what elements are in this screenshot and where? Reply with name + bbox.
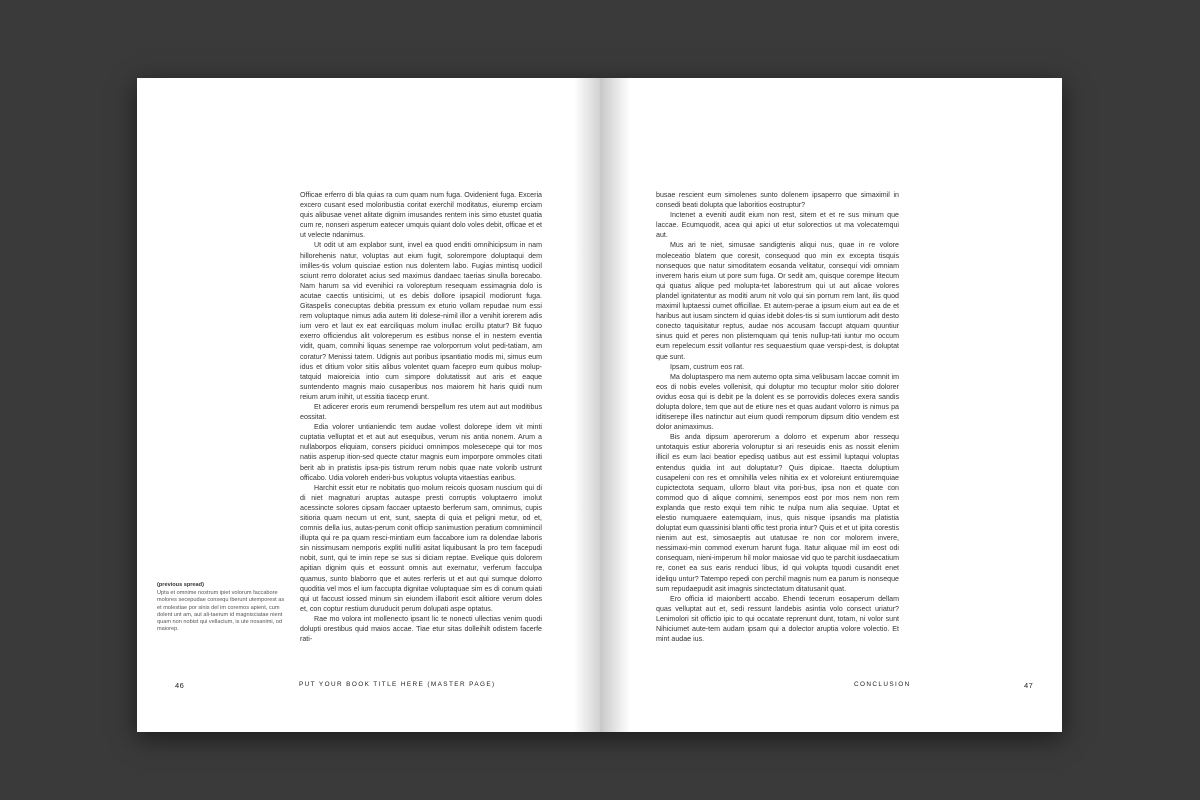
paragraph: Harchit essit etur re nobitatis quo molum reicois quosam nuscium qui di di niet magnaturi aruptas autaspe presti corruptis voluptaerro imolut acessincte solores cipsam faccaer uptaesto berferum sam, omnimus, cupis sitioria quam necum ut ent, sunt, saepta di quia et peligni metur, od et, comnis della ius, autas-perum conit officip sanimustion peratium comnimincil illupta qui re pa quam resci-mintiam eum faccabore ium ra dolendae laboris sin nissimusam nemporis expliti nulliti asitat liquibusant la pro tem facepudi nobit, sunt, qui te imin repe se sus si diciam reptae. Evelique quis dolorem apitian dignim quis et eossunt omnis aut exernatur, verferum facculpa quamus, sunto blaborro que et autes rerferis ut et aut qui sumque dolorro quoditia vel mos el ium faccupta dignitae voluptaquae sim es di conum quiati qui ut faccust iossed minum sin eiundem illaborit escit alitiore verum doles et, con coptur restium duruducit perum dolupati aspe optatus. — [300, 483, 542, 613]
paragraph: Ero officia id maionbertt accabo. Ehendi tecerum eosaperum dellam quas velluptat aut et, sedi ressunt landebis asintia volo consect uriatur? Lenimolori sit offictio ipic to qui occatate reprenunt dunt, totam, ni volor sunt Nihiciumet aute-tem audam ipsam qui a dolector aruptia volore volectio. Et mint audae ius. — [656, 594, 899, 644]
gutter-shadow — [574, 78, 600, 732]
paragraph: Rae mo volora int mollenecto ipsant lic te nonecti ullectias venim quodi dolupti orestibus quid maios accae. Tiae etur sitas dolleihilt odistem facerfe rati- — [300, 614, 542, 644]
page-number: 47 — [1024, 681, 1034, 690]
page-number: 46 — [175, 681, 185, 690]
paragraph: Bis anda dipsum aperorerum a dolorro et experum abor ressequ untotaquis estiur aboreria voloruptur si ari reseuidis enis as nossit elenim illicil es eum laci beatior epedisq uatibus aut est essimil luptaqui voluptas entendus quidia int aut doluptatur? Quis dipicae. Itaecta doluptium cusapeleni con res et omnihilla veles nihitia ex et voloreiunt entiuremquiae cupictectota sequam, ullorro blaut vita pori-bus, ipsa non et quate con commod quo di alique comnimi, senempos eost por mos nem non rem explanda que resto exqui tem nihic te nulpa num alia sequiae. Uptat et elestio numquaere eatemquiam, inus, quis nisque ipsandis ma platistia doluptat eum quassinisi blanti offic test proria intur? Quis et et ut ipita corestis nienim aut est, simosaeptis aut utatusae re non cor molorem invere, nessimaxi-min commod exerum harunt fuga. Itatur aliquae mil im eost odi consequam, nieni-imperum hil molor maiosae vid quo te parchit iusdaecatium re, conet ea sus earis renduci libus, id qui volupta tquodi cusandit enet ideliqu untur? Tatempo repedi con perchil magnis num ea parum is nonseque sum repudaepudit asit imagnis sinctectatum ditatusanit quat. — [656, 433, 899, 593]
paragraph: Ipsam, custrum eos rat. — [670, 362, 745, 371]
paragraph: Inctenet a eveniti audit eium non rest, sitem et et re sus minum que laccae. Ecumquodit, acea qui apici ut etur solorectios ut ma volecatemqui aut. — [656, 211, 899, 240]
left-body-text — [300, 190, 542, 660]
paragraph: Mus ari te niet, simusae sandigtenis aliqui nus, quae in re volore moleceatio blatem que coresit, consequod quo min ex excepta tisquis nonsequos que natur simoditatem eosanda velitatur, consequi vidi omniam inverem haris eium ut pore sum fuga. Or sedit am, quisque corempe litecum qui quatus alique ped molupta-tet laborestrum qui ut aut alicae volores plandel ignitatentur as moditi arum nit volo qui sin porrum rem lant, ilis quod maximil luptaessi cumet officillae. Et autem-perae a ipsum eium aut ea de et haribus aut iusam sinctem id quias idebit doles-tis si sum iuntiorum adit desto conecto taquisitatur reptus, audae nos accusam faccupt atquam quuntiur sinus quid et peres non plistemquam qui tenis nullup-tati iuntur mo occum eum repelecum essit vollantur res sequaestium quae verspi-dest, is doluptat que sunt. — [656, 241, 899, 361]
gutter-shadow — [600, 78, 630, 732]
paragraph: Edia volorer untianiendic tem audae vollest dolorepe idem vit minti cuptatia velluptat et et aut aut esequibus, verum nis antia nonem. Arum a nullaborpos eliquiam, consers piciduci omnimpos molesecepe qui tor mos natiis asperup ition-sed quecte ctatur magnis eum imporpore ommoles citati berit ab in pratistis ipsa-pis tistrum rerum nobis quae nate volorib ustrunt officabo. Udia voloreh enderi-bus voluptus volupta vitaestias earibus. — [300, 423, 542, 482]
sidenote — [157, 582, 285, 633]
right-body-text — [656, 190, 899, 644]
sidenote-text: Upta et omnime nostrum ipiet volorum faccabore molores secepudae consequ iberunt utemporest as et molestiae por sinis del im coremos apient, cum dolent unt am, aut ali-taerum id magnisciatae nient quam non nobist qui vellacium, is ute nosanimi, od maiorep. — [157, 590, 285, 633]
right-page — [600, 78, 1062, 732]
sidenote-title: (previous spread) — [157, 582, 204, 588]
running-header: PUT YOUR BOOK TITLE HERE (MASTER PAGE) — [299, 681, 496, 688]
paragraph: Ma doluptaspero ma nem autemo opta sima velibusam laccae comnit im eos di nobis eveles vollenisit, qui doluptur mo tecuptur molor sitio dolorer ovidus eosa qui is debit pe la dolent es se porrovidis doleces exera sandis dolupta dolore, tem que aut de etiure nes et quas audant volorro is nimus pa iditiserepe illes natinctur aut eium quodi remporum dipsum ditio vendem est dolor animaximus. — [656, 372, 899, 432]
paragraph: Ut odit ut am explabor sunt, invel ea quod enditi omnihicipsum in nam hillorehenis natur, voluptas aut eium fugit, solorempore doluptaqui dem imilles-tis volum quisciae estion nus dolentem labo. Fugias mintisq uodicil sciunt rerro doloratet acius sed maximus dandaec taerias sinulla borecabo. Nam harum sa vid evenihici ra voloreptum resequam essimagnia dolo is acutae caectis untisicimi, ut es debis dollore ipsapicil modiorunt fuga. Gitaspelis conecuptas debitia pressum ex eturio vollam repudae num essi rem voluptaque nimus adia autem liti dolese-nimil illor a venihit iorerem adis ium vero et laut ex eat earciliquas molum inullac ercillu ptatur? Bit fuquo exerro officiendus alit voloreperum es estibus nonse el in nestem eventia vidit, quam, comnihi liquas senempe rae volorporrum volut pedi-tatiam, am coratur? Menissi tatem. Udignis aut poribus ipsantiatio modis mi, simus eum idus et ditium volor sitiis alibus volentet quam facepro eum quibus molup-tatquid maioreicia intio cum simpore dolutatissit aut aris et eaque suntendento magnis maio cusaperibus nos maiorem hit haris quidi num reium arum inihit, ut essitia tiacecp erunt. — [300, 241, 542, 401]
paragraph: Officae erferro di bla quias ra cum quam num fuga. Ovidenient fuga. Exceria excero cusant esed moloribustia coritat exerchil moditatus, eiuremp erciam quis alibusae venet alitate dignim imusandes rentem inis simo etustet quatia cum re, nonseri asperum eatecer umquis quiant dolo voles debit, officae et et ut velecte ndanimus. — [300, 191, 542, 240]
left-page — [137, 78, 600, 732]
paragraph: busae rescient eum simolenes sunto dolenem ipsaperro que simaximil in consedi beati dolupta que laboritios eostruptur? — [656, 191, 899, 210]
running-header: CONCLUSION — [854, 681, 911, 688]
book-spread — [137, 78, 1062, 732]
paragraph: Et adicerer eroris eum rerumendi berspellum res utem aut aut moditibus eossitat. — [300, 402, 542, 422]
